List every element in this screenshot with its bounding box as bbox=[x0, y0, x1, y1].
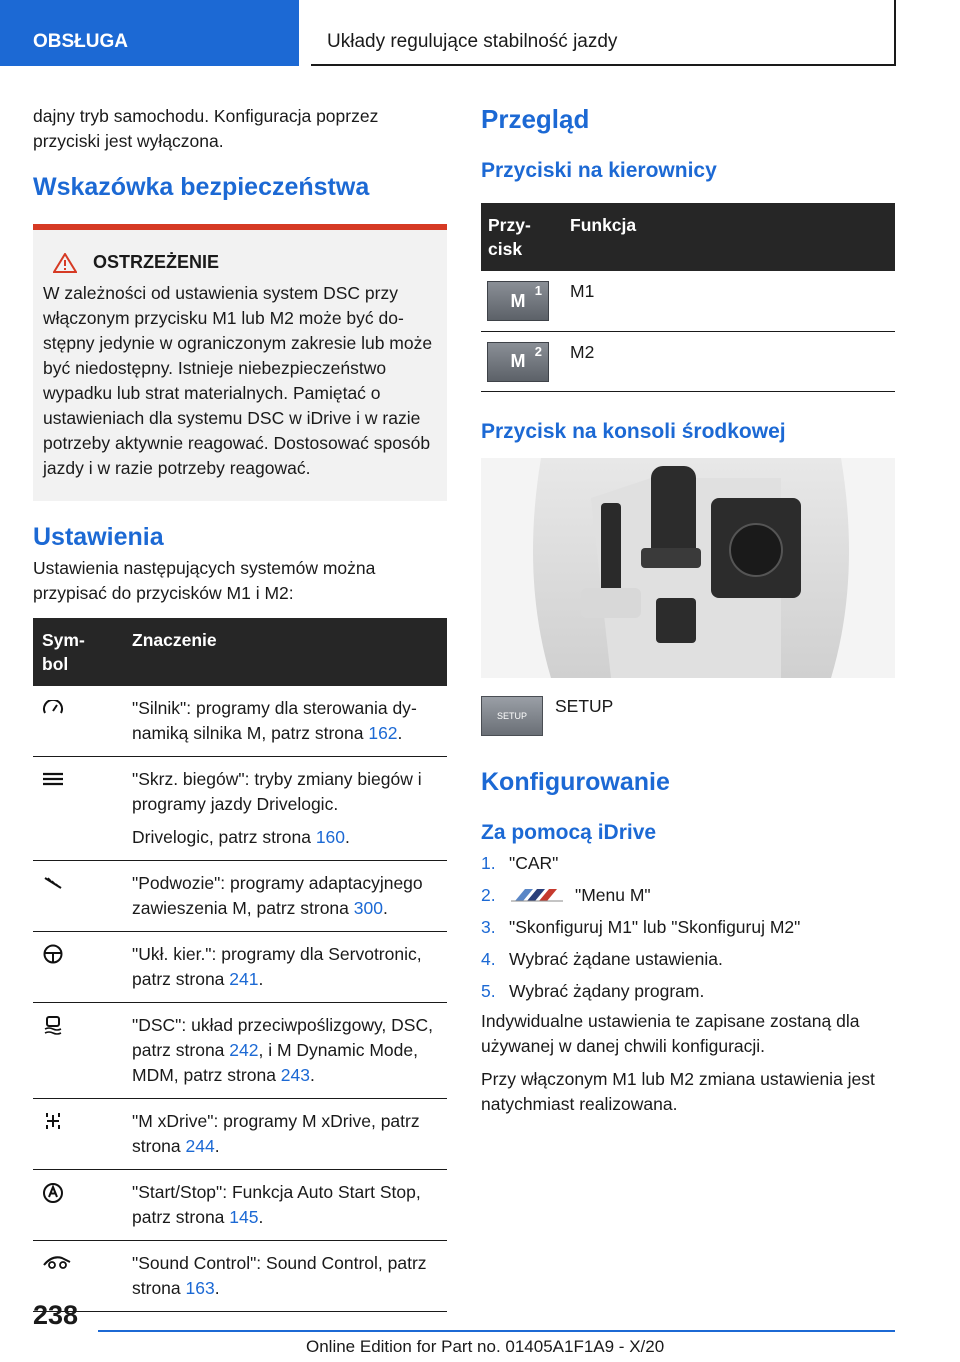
row-text: "Ukł. kier.": programy dla Servotronic, patrz strona 241. bbox=[123, 932, 447, 1003]
symbol-table bbox=[33, 618, 447, 1312]
row-text: "Silnik": programy dla sterowania dynamiką silnika M, patrz strona 162. bbox=[123, 686, 447, 757]
dsc-icon bbox=[33, 1003, 123, 1099]
gearbox-icon bbox=[33, 757, 123, 861]
suspension-icon bbox=[33, 861, 123, 932]
page-link[interactable]: 242 bbox=[229, 1040, 259, 1060]
m2-button-icon: M 2 bbox=[487, 342, 549, 382]
setup-button-icon: SETUP bbox=[481, 696, 543, 736]
table-row bbox=[481, 271, 895, 331]
note-text: Przy włączonym M1 lub M2 zmiana ustawienia jest natychmiast realizowana. bbox=[481, 1068, 875, 1114]
table-row bbox=[33, 686, 447, 757]
row-text: "Sound Control": Sound Control, patrz strona 163. bbox=[123, 1241, 447, 1312]
row-text: "Podwozie": programy adaptacyjnego zawieszenia M, patrz strona 300. bbox=[123, 861, 447, 932]
table-row bbox=[33, 861, 447, 932]
table-row bbox=[33, 1099, 447, 1170]
row-text: "Skrz. biegów": tryby zmiany biegów i programy jazdy Drivelogic. Drivelogic, patrz strona 160. bbox=[123, 757, 447, 861]
table-header-button: Przy- cisk bbox=[481, 203, 563, 271]
warning-label: OSTRZEŻENIE bbox=[93, 252, 220, 272]
page-link[interactable]: 300 bbox=[353, 898, 383, 918]
page-link[interactable]: 241 bbox=[229, 969, 259, 989]
steering-buttons-heading: Przyciski na kierownicy bbox=[481, 159, 717, 182]
overview-heading: Przegląd bbox=[481, 104, 590, 134]
table-row bbox=[33, 1241, 447, 1312]
button-table bbox=[481, 203, 895, 392]
table-header-function: Funkcja bbox=[563, 203, 895, 271]
warning-header bbox=[53, 252, 437, 273]
chapter-title: Układy regulujące stabilność jazdy bbox=[311, 0, 896, 66]
list-item: 1. "CAR" bbox=[481, 852, 559, 873]
warning-text: W zależności od ustawienia system DSC przy włączonym przycisku M1 lub M2 może być dostępny jedynie w ograniczonym zakresie lub może być niedostępny. Istnieje niebezpieczeństwo wypadku lub strat materialnych. Pamiętać o ustawieniach dla systemu DSC w iDrive i w razie potrzeby aktywnie reagować. Dostosować sposób jazdy i w razie potrzeby reagować. bbox=[43, 283, 433, 478]
center-console-image bbox=[481, 458, 895, 678]
table-header-symbol: Sym- bol bbox=[33, 618, 123, 686]
right-column bbox=[481, 104, 895, 1117]
setup-label: SETUP bbox=[555, 695, 614, 716]
safety-heading: Wskazówka bezpieczeństwa bbox=[33, 173, 370, 201]
list-item: 4. Wybrać żądane ustawienia. bbox=[481, 948, 723, 969]
list-item: 5. Wybrać żądany program. bbox=[481, 980, 705, 1001]
config-heading: Konfigurowanie bbox=[481, 767, 670, 796]
page-header bbox=[0, 0, 960, 66]
config-steps bbox=[481, 851, 895, 1004]
row-text: M2 bbox=[563, 331, 895, 391]
row-text: "M xDrive": programy M xDrive, patrz strona 244. bbox=[123, 1099, 447, 1170]
row-text: "Start/Stop": Funkcja Auto Start Stop, patrz strona 145. bbox=[123, 1170, 447, 1241]
table-row bbox=[33, 757, 447, 861]
engine-gauge-icon bbox=[33, 686, 123, 757]
row-text: M1 bbox=[563, 271, 895, 331]
page-link[interactable]: 163 bbox=[185, 1278, 215, 1298]
footer-divider bbox=[98, 1330, 895, 1332]
warning-box bbox=[33, 224, 447, 501]
page-link[interactable]: 145 bbox=[229, 1207, 259, 1227]
note-text: Indywidualne ustawienia te zapisane zostaną dla używanej w danej chwili konfiguracji. bbox=[481, 1010, 860, 1056]
edition-text: Online Edition for Part no. 01405A1F1A9 - X/20 bbox=[306, 1337, 665, 1356]
page-number: 238 bbox=[33, 1300, 79, 1330]
intro-text: dajny tryb samochodu. Konfiguracja poprzez przyciski jest wyłączona. bbox=[33, 106, 379, 151]
page-link[interactable]: 160 bbox=[315, 827, 346, 847]
list-item: 2. "Menu M" bbox=[481, 884, 651, 905]
settings-heading: Ustawienia bbox=[33, 523, 164, 551]
settings-intro: Ustawienia następujących systemów można przypisać do przycisków M1 i M2: bbox=[33, 558, 376, 603]
console-heading: Przycisk na konsoli środkowej bbox=[481, 419, 786, 443]
table-header-meaning: Znaczenie bbox=[123, 618, 447, 686]
page-link[interactable]: 162 bbox=[368, 723, 398, 743]
left-column bbox=[33, 104, 447, 1312]
steering-wheel-icon bbox=[33, 932, 123, 1003]
table-row bbox=[33, 932, 447, 1003]
warning-triangle-icon bbox=[53, 253, 77, 273]
auto-start-stop-icon bbox=[33, 1170, 123, 1241]
page-link[interactable]: 244 bbox=[185, 1136, 215, 1156]
section-tab[interactable]: OBSŁUGA bbox=[0, 0, 299, 66]
page-link[interactable]: 243 bbox=[280, 1065, 310, 1085]
m1-button-icon: M 1 bbox=[487, 281, 549, 321]
idrive-heading: Za pomocą iDrive bbox=[481, 820, 657, 844]
table-row bbox=[33, 1170, 447, 1241]
list-item: 3. "Skonfiguruj M1" lub "Skonfiguruj M2" bbox=[481, 916, 801, 937]
xdrive-icon bbox=[33, 1099, 123, 1170]
table-row bbox=[481, 331, 895, 391]
setup-row bbox=[481, 696, 895, 736]
row-text: "DSC": układ przeciwpoślizgowy, DSC, patrz strona 242, i M Dynamic Mode, MDM, patrz strona 243. bbox=[123, 1003, 447, 1099]
table-row bbox=[33, 1003, 447, 1099]
m-logo-icon bbox=[509, 887, 565, 903]
